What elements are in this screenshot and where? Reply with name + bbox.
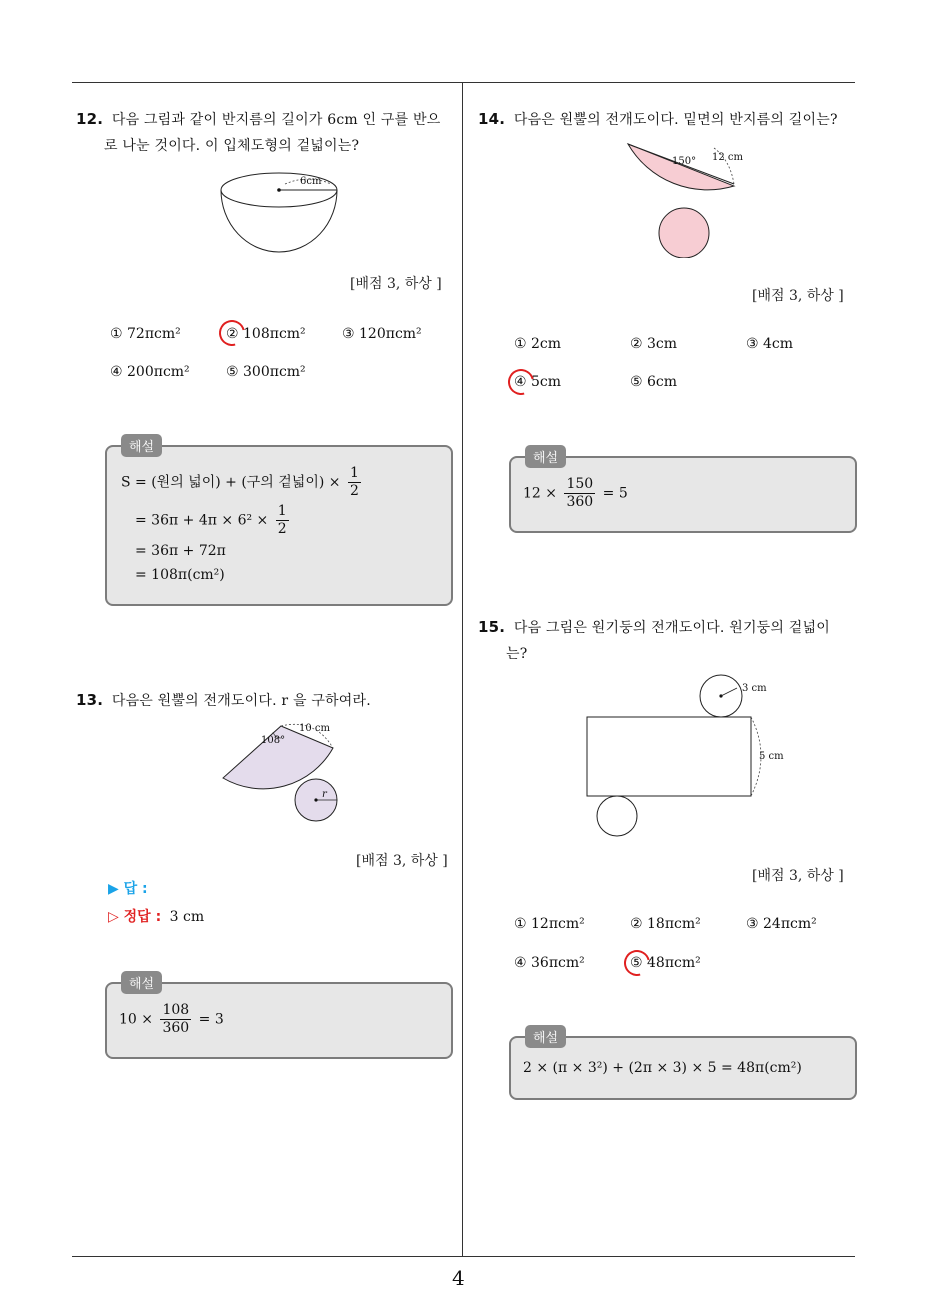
choice-2[interactable]: ② 3cm	[630, 336, 678, 352]
bottom-rule	[72, 1256, 855, 1257]
solution-tag: 해설	[525, 445, 566, 468]
solution-line: = 36π + 72π	[135, 543, 226, 559]
solution-tag: 해설	[121, 971, 162, 994]
score-label: [배점 3, 하상 ]	[752, 868, 844, 884]
r-label: r	[322, 789, 327, 800]
question-text: 는?	[506, 646, 528, 662]
score-label: [배점 3, 하상 ]	[752, 288, 844, 304]
slant-label: 12 cm	[712, 152, 743, 163]
question-number: 13.	[76, 691, 104, 709]
question-14	[478, 106, 858, 133]
choice-1[interactable]: ① 2cm	[514, 336, 562, 352]
choice-5[interactable]: ⑤ 6cm	[630, 374, 678, 390]
solution-line: = 108π(cm²)	[135, 567, 225, 583]
answer-mark-icon	[214, 315, 250, 351]
choice-3[interactable]: ③ 4cm	[746, 336, 794, 352]
question-text: 다음 그림은 원기둥의 전개도이다. 원기둥의 겉넓이	[513, 620, 830, 636]
solution-box: 해설 10 × $\frac{108}{360}$ = 3	[105, 982, 453, 1059]
angle-label: 150°	[672, 156, 697, 167]
height-label: 5 cm	[759, 751, 784, 762]
page-number: 4	[452, 1266, 465, 1290]
choice-5[interactable]: ⑤ 300πcm²	[226, 364, 306, 380]
solution-box: 해설 S = (원의 넓이) + (구의 겉넓이) × $\frac{1}{2}$ = 36π + 4π × 6² × $\frac{1}{2}$ = 36π + 72π = 108π(cm²)	[105, 445, 453, 606]
score-label: [배점 3, 하상 ]	[356, 853, 448, 869]
question-text: 로 나눈 것이다. 이 입체도형의 겉넓이는?	[104, 138, 360, 154]
choice-3[interactable]: ③ 120πcm²	[342, 326, 422, 342]
choice-2[interactable]: ② 108πcm²	[226, 326, 306, 342]
radius-label: 3 cm	[742, 683, 767, 694]
solution-tag: 해설	[121, 434, 162, 457]
hemisphere-figure	[215, 168, 345, 260]
question-text: 다음 그림과 같이 반지름의 길이가 6cm 인 구를 반으	[111, 112, 441, 128]
solution-tag: 해설	[525, 1025, 566, 1048]
radius-label: 6cm	[300, 176, 322, 187]
choice-4[interactable]: ④ 36πcm²	[514, 955, 585, 971]
answer-mark-icon	[619, 945, 655, 981]
solution-box: 해설 12 × $\frac{150}{360}$ = 5	[509, 456, 857, 533]
solution-line: S = (원의 넓이) + (구의 겉넓이) ×	[121, 474, 341, 491]
question-13	[76, 687, 456, 714]
solution-box	[509, 1031, 857, 1100]
choice-4[interactable]: ④ 200πcm²	[110, 364, 190, 380]
solution-line: 2 × (π × 3²) + (2π × 3) × 5 = 48π(cm²)	[523, 1060, 802, 1076]
choice-1[interactable]: ① 72πcm²	[110, 326, 181, 342]
question-number: 15.	[478, 618, 506, 636]
choice-5[interactable]: ⑤ 48πcm²	[630, 955, 701, 971]
question-number: 14.	[478, 110, 506, 128]
score-label: [배점 3, 하상 ]	[350, 276, 442, 292]
correct-answer: ▷ 정답 : 3 cm	[108, 909, 205, 925]
answer-label: ▶ 답 :	[108, 881, 148, 897]
angle-label: 108°	[261, 735, 286, 746]
question-15	[478, 614, 858, 667]
question-number: 12.	[76, 110, 104, 128]
choice-2[interactable]: ② 18πcm²	[630, 916, 701, 932]
slant-label: 10 cm	[299, 723, 330, 734]
question-12	[76, 106, 456, 159]
question-text: 다음은 원뿔의 전개도이다. r 을 구하여라.	[111, 693, 371, 709]
solution-line: = 36π + 4π × 6² ×	[135, 512, 269, 529]
cylinder-net-figure	[585, 674, 785, 840]
column-divider	[462, 82, 463, 1256]
choice-4[interactable]: ④ 5cm	[514, 374, 562, 390]
top-rule	[72, 82, 855, 83]
question-text: 다음은 원뿔의 전개도이다. 밑면의 반지름의 길이는?	[513, 112, 838, 128]
choice-1[interactable]: ① 12πcm²	[514, 916, 585, 932]
answer-mark-icon	[503, 364, 539, 400]
choice-3[interactable]: ③ 24πcm²	[746, 916, 817, 932]
